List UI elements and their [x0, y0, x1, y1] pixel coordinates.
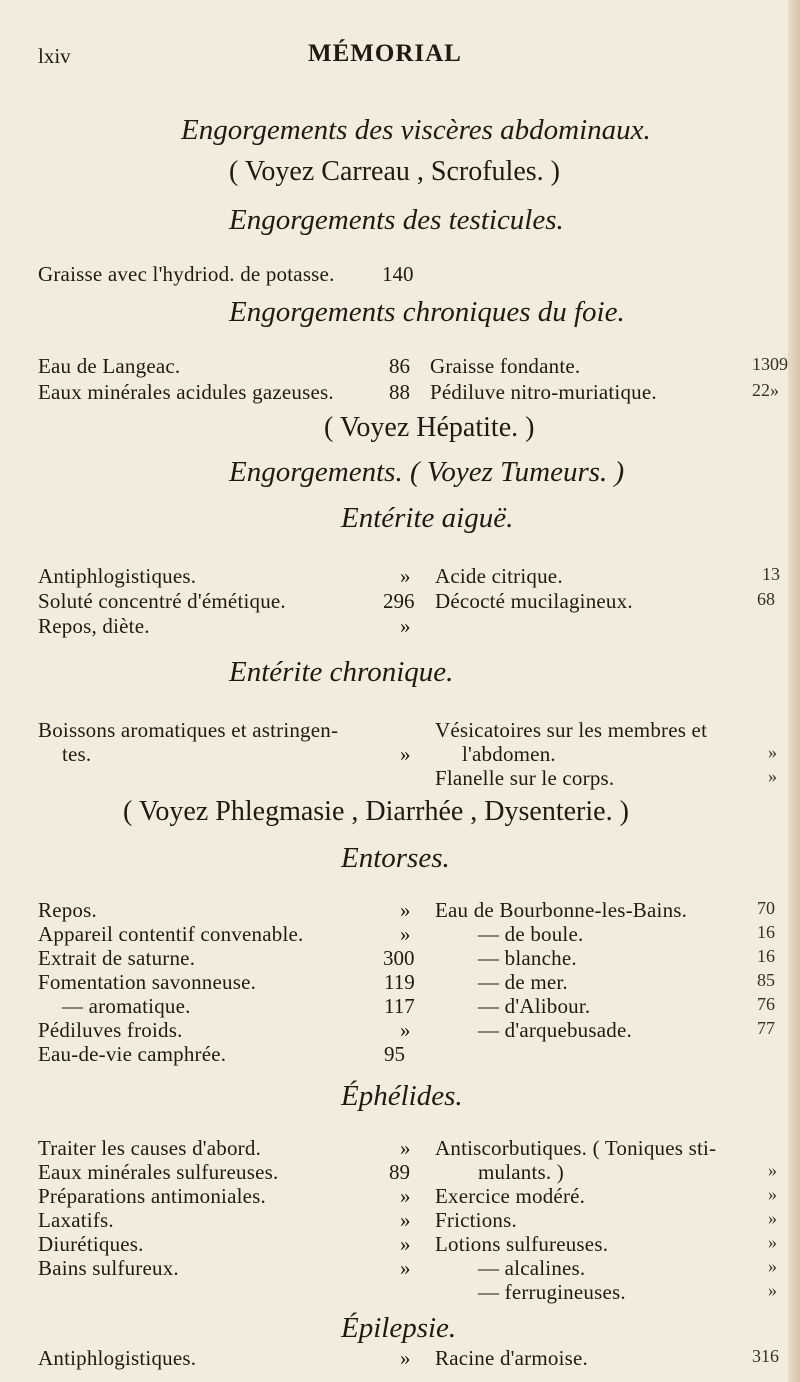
heading-engorgements-visceres: Engorgements des viscères abdominaux. — [181, 114, 651, 146]
entry-page: » — [400, 1184, 411, 1208]
entry-label: — ferrugineuses. — [478, 1280, 626, 1304]
entry-label: Eaux minérales acidules gazeuses. — [38, 380, 334, 404]
entry-page: 300 — [383, 946, 415, 970]
running-title: MÉMORIAL — [308, 40, 462, 67]
heading-engorgements-tumeurs: Engorgements. ( Voyez Tumeurs. ) — [229, 456, 625, 488]
entry-page: » — [400, 614, 411, 638]
margin-number: 16 — [757, 922, 775, 942]
entry-page: » — [400, 742, 411, 766]
heading-enterite-chronique: Entérite chronique. — [229, 656, 454, 688]
margin-number: 68 — [757, 589, 775, 609]
entry-label: l'abdomen. — [462, 742, 556, 766]
entry-label: Boissons aromatiques et astringen- — [38, 718, 339, 742]
entry-label: Pédiluves froids. — [38, 1018, 183, 1042]
entry-label: Flanelle sur le corps. — [435, 766, 615, 790]
margin-number: 22» — [752, 380, 779, 400]
entry-label: Soluté concentré d'émétique. — [38, 589, 286, 613]
entry-page: 140 — [382, 262, 414, 286]
entry-page: » — [400, 564, 411, 588]
entry-label: Bains sulfureux. — [38, 1256, 179, 1280]
heading-enterite-aigue: Entérite aiguë. — [341, 502, 514, 534]
entry-label: Graisse fondante. — [430, 354, 581, 378]
entry-label: Eaux minérales sulfureuses. — [38, 1160, 279, 1184]
page-folio: lxiv — [38, 44, 71, 68]
entry-page: 119 — [384, 970, 415, 994]
entry-page: » — [400, 1346, 411, 1370]
entry-label: Décocté mucilagineux. — [435, 589, 633, 613]
entry-label: Pédiluve nitro-muriatique. — [430, 380, 657, 404]
margin-number: 85 — [757, 970, 775, 990]
cross-ref: ( Voyez Phlegmasie , Diarrhée , Dysenterie. ) — [123, 796, 629, 827]
entry-page: 296 — [383, 589, 415, 613]
entry-page: » — [400, 1018, 411, 1042]
entry-label: Eau-de-vie camphrée. — [38, 1042, 227, 1066]
heading-epilepsie: Épilepsie. — [341, 1312, 457, 1344]
margin-number: 316 — [752, 1346, 779, 1366]
entry-label: Antiscorbutiques. ( Toniques sti- — [435, 1136, 717, 1160]
margin-number: » — [768, 742, 777, 762]
entry-label: Vésicatoires sur les membres et — [435, 718, 708, 742]
heading-engorgements-foie: Engorgements chroniques du foie. — [229, 296, 625, 328]
entry-label: Exercice modéré. — [435, 1184, 586, 1208]
entry-page: 89 — [389, 1160, 410, 1184]
entry-label: Repos. — [38, 898, 97, 922]
entry-label: Lotions sulfureuses. — [435, 1232, 609, 1256]
entry-page: 95 — [384, 1042, 405, 1066]
margin-number: 1309 — [752, 354, 788, 374]
margin-number: 13 — [762, 564, 780, 584]
entry-label: Eau de Langeac. — [38, 354, 181, 378]
entry-label: — de boule. — [478, 922, 584, 946]
cross-ref: ( Voyez Carreau , Scrofules. ) — [229, 156, 560, 187]
margin-number: » — [768, 1208, 777, 1228]
entry-label: Appareil contentif convenable. — [38, 922, 304, 946]
margin-number: » — [768, 1184, 777, 1204]
margin-number: 77 — [757, 1018, 775, 1038]
heading-entorses: Entorses. — [341, 842, 450, 874]
cross-ref: ( Voyez Hépatite. ) — [324, 412, 535, 443]
entry-page: » — [400, 1232, 411, 1256]
entry-label: Eau de Bourbonne-les-Bains. — [435, 898, 688, 922]
entry-page: 86 — [389, 354, 410, 378]
entry-label: tes. — [62, 742, 92, 766]
entry-label: Préparations antimoniales. — [38, 1184, 266, 1208]
entry-label: — alcalines. — [478, 1256, 586, 1280]
margin-number: » — [768, 1232, 777, 1252]
margin-number: » — [768, 1256, 777, 1276]
entry-label: mulants. ) — [478, 1160, 564, 1184]
margin-number: 16 — [757, 946, 775, 966]
entry-label: — aromatique. — [62, 994, 191, 1018]
entry-label: Traiter les causes d'abord. — [38, 1136, 262, 1160]
entry-page: » — [400, 922, 411, 946]
entry-label: Fomentation savonneuse. — [38, 970, 257, 994]
entry-page: » — [400, 1208, 411, 1232]
entry-label: — d'arquebusade. — [478, 1018, 632, 1042]
entry-label: Acide citrique. — [435, 564, 563, 588]
entry-label: Laxatifs. — [38, 1208, 114, 1232]
entry-label: Diurétiques. — [38, 1232, 144, 1256]
entry-label: Racine d'armoise. — [435, 1346, 588, 1370]
entry-label: Repos, diète. — [38, 614, 150, 638]
entry-label: Extrait de saturne. — [38, 946, 196, 970]
heading-ephelides: Éphélides. — [341, 1080, 463, 1112]
margin-number: 70 — [757, 898, 775, 918]
page-edge — [788, 0, 800, 1382]
entry-page: » — [400, 898, 411, 922]
entry-page: 88 — [389, 380, 410, 404]
entry-page: » — [400, 1136, 411, 1160]
entry-label: — d'Alibour. — [478, 994, 591, 1018]
margin-number: » — [768, 766, 777, 786]
entry-label: Antiphlogistiques. — [38, 1346, 197, 1370]
heading-engorgements-testicules: Engorgements des testicules. — [229, 204, 564, 236]
entry-page: » — [400, 1256, 411, 1280]
entry-label: Frictions. — [435, 1208, 517, 1232]
entry-label: — blanche. — [478, 946, 577, 970]
entry-label: Graisse avec l'hydriod. de potasse. — [38, 262, 335, 286]
margin-number: » — [768, 1280, 777, 1300]
entry-label: Antiphlogistiques. — [38, 564, 197, 588]
entry-label: — de mer. — [478, 970, 568, 994]
margin-number: » — [768, 1160, 777, 1180]
margin-number: 76 — [757, 994, 775, 1014]
entry-page: 117 — [384, 994, 415, 1018]
